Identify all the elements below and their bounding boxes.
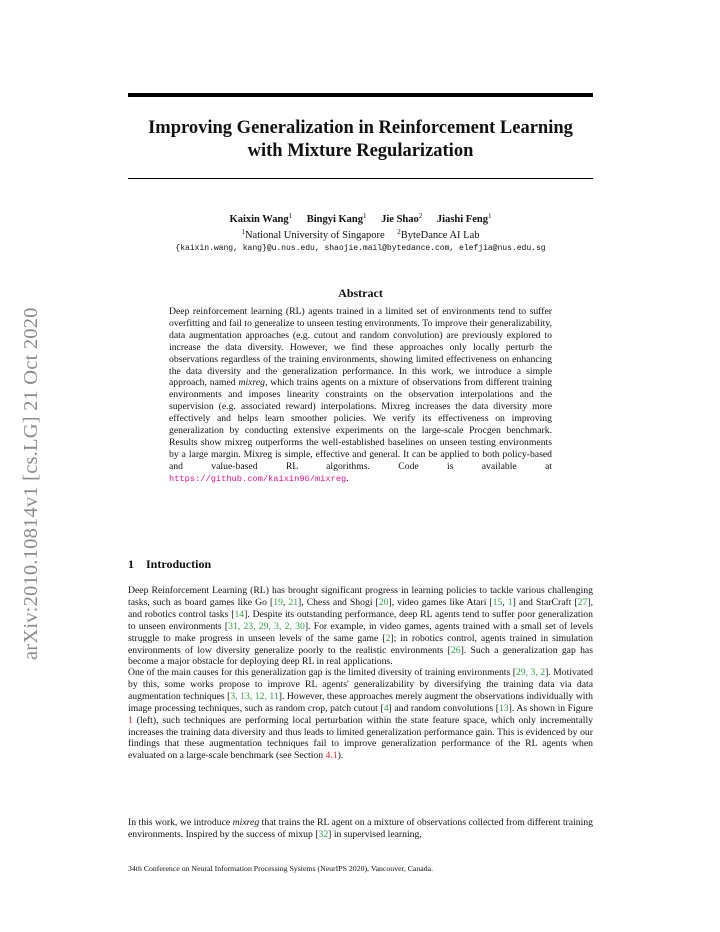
citation-link[interactable]: 15 [492,596,503,608]
method-name: mixreg [232,817,260,828]
code-link[interactable]: https://github.com/kaixin96/mixreg [169,473,347,484]
affiliation: $^2$ByteDance AI Lab [397,228,480,241]
conference-footnote: 34th Conference on Neural Information Processing Systems (NeurIPS 2020), Vancouver, Canada. [128,864,434,873]
method-name: mixreg [238,377,265,389]
citation-link[interactable]: 13 [498,702,509,714]
citation-link[interactable]: 20 [378,596,389,608]
section-title: Introduction [146,557,212,571]
affiliations [128,226,593,242]
title-top-rule [128,93,593,97]
title-line-2: with Mixture Regularization [247,141,474,161]
intro-paragraph-1: Deep Reinforcement Learning (RL) has brought significant progress in learning policies to tackle various challenging tasks, such as board games like Go [19, 21], Chess and Shogi [20], video games like Atari [15, 1] and StarCraft [27], and robotics control tasks [14]. Despite its outstanding performance, deep RL agents tend to suffer poor generalization to unseen environments [31, 23, 29, 3, 2, 30]. For example, in video games, agents trained with a small set of levels struggle to make progress in unseen levels of the same game [2]; in robotics control, agents trained in simulation environments of low diversity generalize poorly to the realistic environments [26]. Such a generalization gap has become a major obstacle for deploying deep RL in real applications. [128,585,594,668]
author: Jiashi Feng$^1$ [436,212,492,225]
title-line-1: Improving Generalization in Reinforcement Learning [148,118,573,138]
figure-ref-link[interactable]: 1 [128,714,133,726]
citation-link[interactable]: 21 [288,596,299,608]
affiliation: $^1$National University of Singapore [241,228,385,241]
citation-link[interactable]: 1 [507,596,513,608]
author: Bingyi Kang$^1$ [306,212,367,225]
abstract-heading: Abstract [338,286,383,300]
intro-paragraph-3: In this work, we introduce mixreg that trains the RL agent on a mixture of observations collected from different training environments. Inspired by the success of mixup [32] in supervised learning, [128,817,593,840]
section-heading [128,557,211,572]
arxiv-stamp: arXiv:2010.10814v1 [cs.LG] 21 Oct 2020 [20,307,42,660]
citation-link[interactable]: 4 [383,702,389,714]
section-ref-link[interactable]: 4.1 [325,750,338,762]
citation-link[interactable]: 19 [273,596,283,608]
author-block [128,210,593,255]
citation-link[interactable]: 26 [450,644,461,656]
title-bottom-rule [128,178,593,179]
author: Jie Shao$^2$ [381,212,423,225]
intro-paragraph-2: One of the main causes for this generalization gap is the limited diversity of training environments [29, 3, 2]. Motivated by this, some works propose to improve RL agents' generalizability by diversifying the training data via data augmentation techniques [3, 13, 12, 11]. However, these approaches merely augment the observations individually with image processing techniques, such as random crop, patch cutout [4] and random convolutions [13]. As shown in Figure 1 (left), such techniques are performing local perturbation within the state feature space, which only incrementally increases the training data diversity and thus leads to limited generalization performance gain. This is evidenced by our findings that these augmentation techniques fail to improve generalization performance of the RL agents when evaluated on a large-scale benchmark (see Section 4.1). [128,667,594,762]
abstract-body: Deep reinforcement learning (RL) agents trained in a limited set of environments tend to suffer overfitting and fail to generalize to unseen testing environments. To improve their generalizability, data augmentation approaches (e.g. cutout and random convolution) are previously explored to increase the data diversity. However, we find these approaches only locally perturb the observations regardless of the training environments, showing limited effectiveness on enhancing the data diversity and the generalization performance. In this work, we introduce a simple approach, named mixreg, which trains agents on a mixture of observations from different training environments and imposes linearity constraints on the observation interpolations and the supervision (e.g. associated reward) interpolations. Mixreg increases the data diversity more effectively and helps learn smoother policies. We verify its effectiveness on improving generalization by conducting extensive experiments on the large-scale Procgen benchmark. Results show mixreg outperforms the well-established baselines on unseen testing environments by a large margin. Mixreg is simple, effective and general. It can be applied to both policy-based and value-based RL algorithms. Code is available at https://github.com/kaixin96/mixreg. [169,306,552,484]
citation-link[interactable]: 2 [385,632,391,644]
citation-link[interactable]: 14 [234,608,245,620]
author-names [128,210,593,226]
paper-title [128,117,593,163]
author-emails: {kaixin.wang, kang}@u.nus.edu, shaojie.mail@bytedance.com, elefjia@nus.edu.sg [175,244,546,253]
citation-link[interactable]: 31, 23, 29, 3, 2, 30 [228,620,305,632]
citation-link[interactable]: 3, 13, 12, 11 [230,690,279,702]
citation-link[interactable]: 32 [318,828,329,840]
citation-link[interactable]: 27 [577,596,588,608]
author: Kaixin Wang$^1$ [229,212,293,225]
section-number: 1 [128,557,134,571]
citation-link[interactable]: 29, 3, 2 [515,667,546,678]
